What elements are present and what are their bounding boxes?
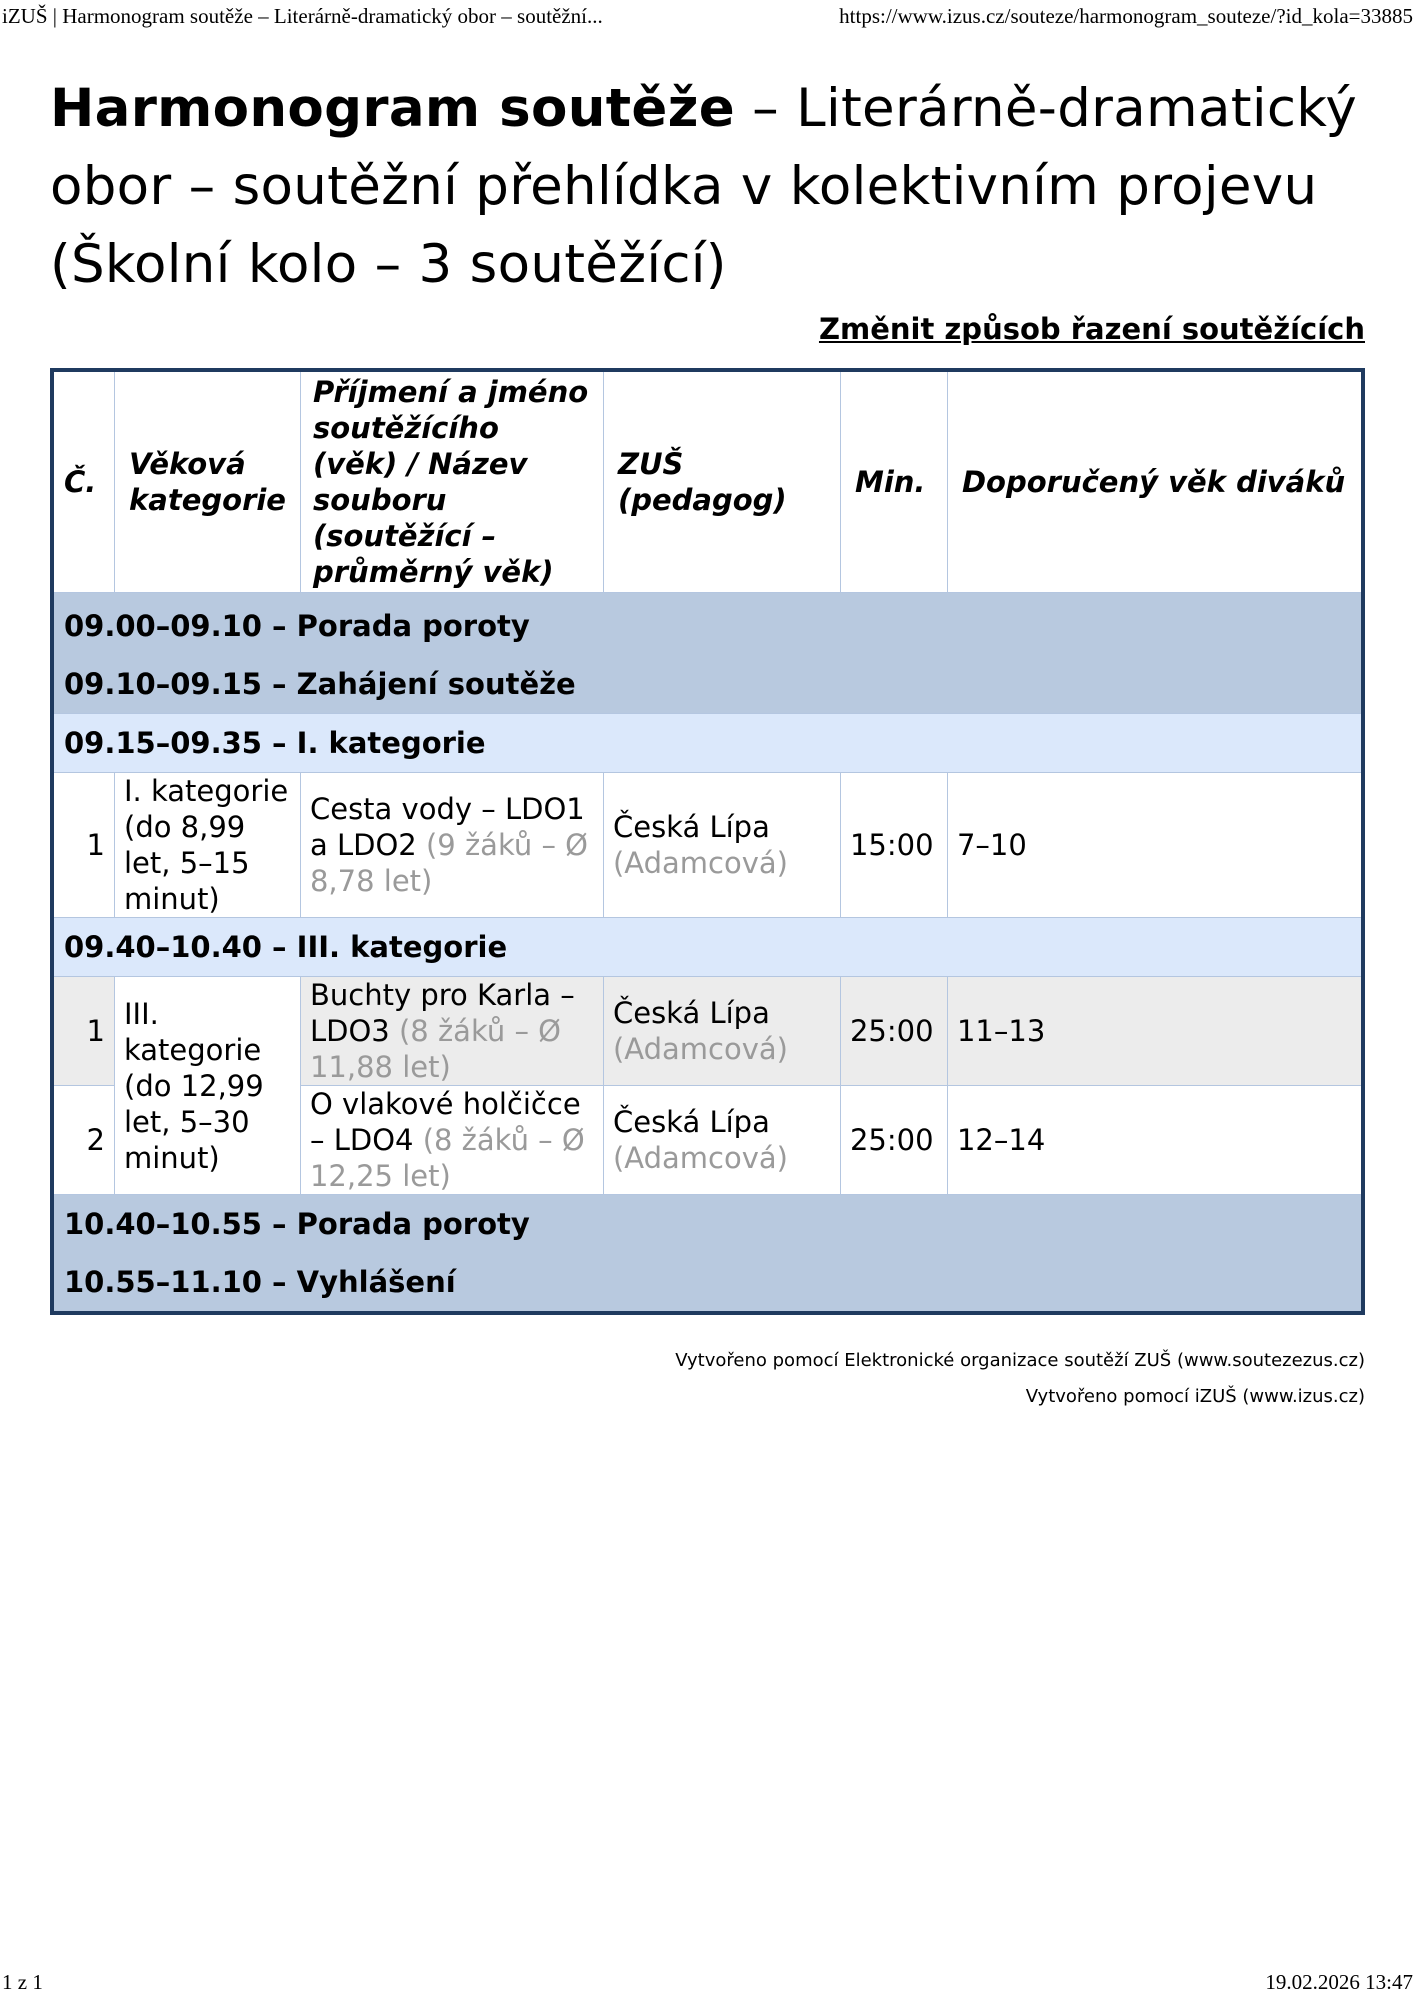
table-row bbox=[52, 977, 1363, 1086]
print-page-url: https://www.izus.cz/souteze/harmonogram_souteze/?id_kola=33885 bbox=[839, 4, 1413, 28]
category-row bbox=[52, 918, 1363, 977]
block-opening: 09.10–09.15 – Zahájení soutěže bbox=[52, 655, 1363, 714]
school-name: Česká Lípa bbox=[612, 996, 770, 1030]
block-jury-meeting: 09.00–09.10 – Porada poroty bbox=[52, 593, 1363, 656]
footer-notes bbox=[50, 1343, 1365, 1415]
schedule-block-row bbox=[52, 1253, 1363, 1313]
cell-name bbox=[300, 977, 603, 1086]
cell-audience-age: 12–14 bbox=[947, 1086, 1363, 1195]
school-name: Česká Lípa bbox=[612, 810, 770, 844]
entry-members: (8 žáků – Ø 12,25 let) bbox=[309, 1123, 585, 1193]
credit-soutezezus: Vytvořeno pomocí Elektronické organizace soutěží ZUŠ (www.soutezezus.cz) bbox=[675, 1350, 1365, 1371]
table-header-row bbox=[52, 370, 1363, 593]
cell-category: III. kategorie (do 12,99 let, 5–30 minut) bbox=[115, 977, 301, 1195]
cell-school bbox=[603, 773, 840, 918]
cell-name bbox=[300, 773, 603, 918]
main-content bbox=[50, 70, 1365, 1415]
cell-audience-age: 11–13 bbox=[947, 977, 1363, 1086]
col-header-num: Č. bbox=[52, 370, 115, 593]
table-row bbox=[52, 773, 1363, 918]
cell-num: 2 bbox=[52, 1086, 115, 1195]
print-datetime: 19.02.2026 13:47 bbox=[1265, 1970, 1413, 1994]
cell-audience-age: 7–10 bbox=[947, 773, 1363, 918]
page-number: 1 z 1 bbox=[2, 1970, 43, 1994]
print-header bbox=[2, 4, 1413, 30]
col-header-audience-age: Doporučený věk diváků bbox=[947, 370, 1363, 593]
category-row bbox=[52, 714, 1363, 773]
block-jury-meeting-2: 10.40–10.55 – Porada poroty bbox=[52, 1195, 1363, 1254]
entry-name: Cesta vody – LDO1 a LDO2 bbox=[309, 792, 585, 862]
cell-school bbox=[603, 1086, 840, 1195]
change-sort-link[interactable]: Změnit způsob řazení soutěžících bbox=[818, 312, 1365, 346]
entry-name: Buchty pro Karla – LDO3 bbox=[309, 978, 575, 1048]
cell-category: I. kategorie (do 8,99 let, 5–15 minut) bbox=[115, 773, 301, 918]
print-footer bbox=[2, 1970, 1413, 1996]
page-title bbox=[50, 70, 1365, 304]
page-title-bold: Harmonogram soutěže bbox=[50, 78, 736, 139]
cell-minutes: 25:00 bbox=[840, 977, 947, 1086]
category-heading-i: 09.15–09.35 – I. kategorie bbox=[52, 714, 1363, 773]
cell-name bbox=[300, 1086, 603, 1195]
cell-minutes: 15:00 bbox=[840, 773, 947, 918]
cell-minutes: 25:00 bbox=[840, 1086, 947, 1195]
col-header-age-category: Věková kategorie bbox=[115, 370, 301, 593]
teacher-name: (Adamcová) bbox=[612, 1032, 788, 1066]
cell-school bbox=[603, 977, 840, 1086]
cell-num: 1 bbox=[52, 977, 115, 1086]
school-name: Česká Lípa bbox=[612, 1105, 770, 1139]
teacher-name: (Adamcová) bbox=[612, 846, 788, 880]
block-announcement: 10.55–11.10 – Vyhlášení bbox=[52, 1253, 1363, 1313]
col-header-minutes: Min. bbox=[840, 370, 947, 593]
entry-members: (9 žáků – Ø 8,78 let) bbox=[309, 828, 588, 898]
schedule-table bbox=[50, 368, 1365, 1315]
page-title-rest: – Literárně-dramatický obor – soutěžní přehlídka v kolektivním projevu (Školní kolo – 3 soutěžící) bbox=[50, 78, 1358, 295]
teacher-name: (Adamcová) bbox=[612, 1141, 788, 1175]
schedule-block-row bbox=[52, 655, 1363, 714]
entry-members: (8 žáků – Ø 11,88 let) bbox=[309, 1014, 561, 1084]
print-page-title: iZUŠ | Harmonogram soutěže – Literárně-dramatický obor – soutěžní... bbox=[2, 4, 603, 28]
category-heading-iii: 09.40–10.40 – III. kategorie bbox=[52, 918, 1363, 977]
cell-num: 1 bbox=[52, 773, 115, 918]
schedule-block-row bbox=[52, 593, 1363, 656]
schedule-block-row bbox=[52, 1195, 1363, 1254]
col-header-school: ZUŠ (pedagog) bbox=[603, 370, 840, 593]
col-header-name: Příjmení a jméno soutěžícího (věk) / Název souboru (soutěžící – průměrný věk) bbox=[300, 370, 603, 593]
entry-name: O vlakové holčičce – LDO4 bbox=[309, 1087, 581, 1157]
credit-izus: Vytvořeno pomocí iZUŠ (www.izus.cz) bbox=[1025, 1386, 1365, 1407]
